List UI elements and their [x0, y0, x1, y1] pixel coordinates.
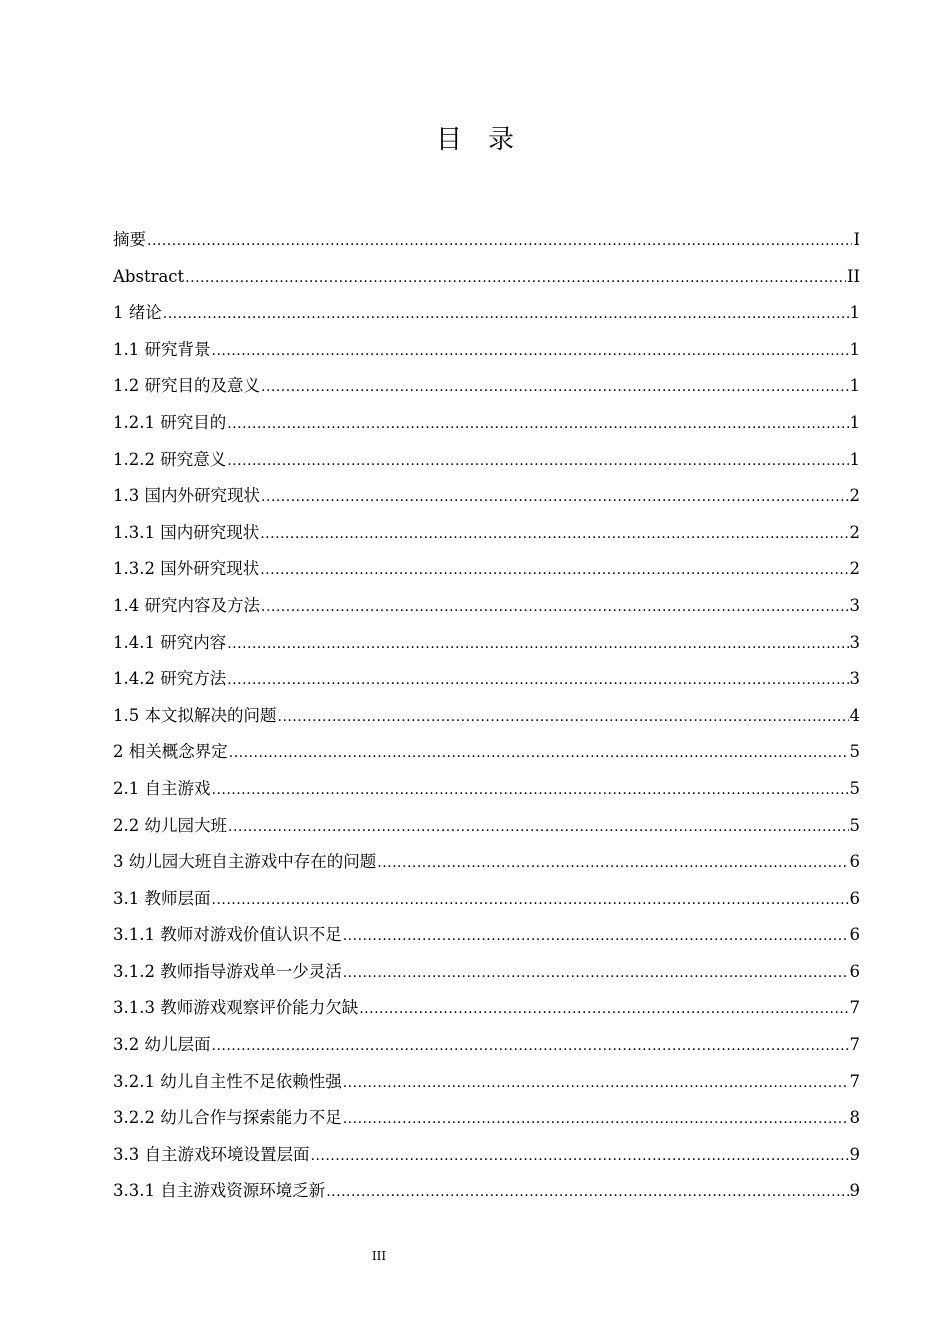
- dot-leader: [163, 296, 849, 332]
- dot-leader: [311, 1138, 849, 1174]
- toc-entry-page: 1: [849, 376, 860, 396]
- toc-entry-page: 6: [849, 925, 860, 945]
- dot-leader: [227, 662, 848, 698]
- dot-leader: [343, 955, 849, 991]
- dot-leader: [147, 223, 852, 259]
- toc-entry-label: 3.1.1 教师对游戏价值认识不足: [113, 925, 342, 945]
- toc-entry[interactable]: [113, 1137, 860, 1174]
- toc-entry-page: 7: [849, 1071, 860, 1091]
- toc-entry[interactable]: [113, 259, 860, 296]
- dot-leader: [343, 1065, 849, 1101]
- toc-entry-page: 3: [849, 669, 860, 689]
- toc-entry-label: 1.4 研究内容及方法: [113, 595, 260, 615]
- toc-entry[interactable]: [113, 368, 860, 405]
- toc-entry-label: 3.2.2 幼儿合作与探索能力不足: [113, 1108, 342, 1128]
- dot-leader: [377, 845, 848, 881]
- toc-entry[interactable]: [113, 698, 860, 735]
- toc-entry-page: 1: [849, 303, 860, 323]
- toc-entry-page: 5: [849, 815, 860, 835]
- toc-entry-label: 1 绪论: [113, 303, 162, 323]
- dot-leader: [212, 1028, 849, 1064]
- toc-entry-label: 1.4.1 研究内容: [113, 632, 227, 652]
- toc-entry-page: 5: [849, 778, 860, 798]
- toc-entry-page: 2: [849, 486, 860, 506]
- toc-entry-label: 1.5 本文拟解决的问题: [113, 705, 277, 725]
- dot-leader: [261, 589, 849, 625]
- toc-entry-label: 3.1.3 教师游戏观察评价能力欠缺: [113, 998, 359, 1018]
- toc-entry-page: 6: [849, 961, 860, 981]
- toc-entry-label: 2.2 幼儿园大班: [113, 815, 227, 835]
- toc-entry-page: 4: [849, 705, 860, 725]
- toc-entry[interactable]: [113, 1064, 860, 1101]
- dot-leader: [261, 369, 849, 405]
- toc-entry-label: 1.2 研究目的及意义: [113, 376, 260, 396]
- toc-entry-label: 3.3 自主游戏环境设置层面: [113, 1144, 310, 1164]
- dot-leader: [260, 552, 848, 588]
- toc-entry-label: 3.1.2 教师指导游戏单一少灵活: [113, 961, 342, 981]
- toc-entry-label: 2 相关概念界定: [113, 742, 228, 762]
- dot-leader: [359, 991, 848, 1027]
- toc-entry-label: 1.3.1 国内研究现状: [113, 522, 260, 542]
- dot-leader: [260, 516, 848, 552]
- dot-leader: [227, 443, 848, 479]
- toc-entry[interactable]: [113, 771, 860, 808]
- toc-entry-label: 3.1 教师层面: [113, 888, 211, 908]
- toc-entry[interactable]: [113, 478, 860, 515]
- toc-entry[interactable]: [113, 954, 860, 991]
- toc-entry-label: 1.4.2 研究方法: [113, 669, 227, 689]
- dot-leader: [326, 1174, 848, 1210]
- toc-entry-label: 3 幼儿园大班自主游戏中存在的问题: [113, 852, 377, 872]
- toc-entry[interactable]: [113, 588, 860, 625]
- dot-leader: [229, 735, 849, 771]
- toc-entry-page: 9: [849, 1181, 860, 1201]
- toc-entry-page: 9: [849, 1144, 860, 1164]
- dot-leader: [227, 626, 848, 662]
- toc-entry-page: II: [846, 266, 860, 286]
- toc-entry[interactable]: [113, 844, 860, 881]
- toc-entry-page: 3: [849, 632, 860, 652]
- toc-entry[interactable]: [113, 625, 860, 662]
- toc-entry-page: 8: [849, 1108, 860, 1128]
- toc-entry[interactable]: [113, 1100, 860, 1137]
- toc-entry[interactable]: [113, 295, 860, 332]
- toc-entry[interactable]: [113, 734, 860, 771]
- toc-entry-label: Abstract: [113, 266, 185, 286]
- toc-entry-page: 2: [849, 559, 860, 579]
- toc-entry-label: 1.2.1 研究目的: [113, 412, 227, 432]
- toc-entry[interactable]: [113, 1173, 860, 1210]
- toc-entry[interactable]: [113, 405, 860, 442]
- toc-entry-page: 7: [849, 998, 860, 1018]
- toc-entry-page: 1: [849, 339, 860, 359]
- toc-entry-page: 1: [849, 412, 860, 432]
- toc-title: 目 录: [435, 125, 514, 155]
- toc-entry-page: 6: [849, 888, 860, 908]
- toc-entry-page: 2: [849, 522, 860, 542]
- dot-leader: [343, 1101, 849, 1137]
- toc-entry-page: 6: [849, 852, 860, 872]
- toc-entry[interactable]: [113, 551, 860, 588]
- dot-leader: [212, 882, 849, 918]
- toc-entry[interactable]: [113, 222, 860, 259]
- dot-leader: [212, 333, 849, 369]
- toc-entry[interactable]: [113, 990, 860, 1027]
- toc-entry-label: 2.1 自主游戏: [113, 778, 211, 798]
- dot-leader: [261, 479, 849, 515]
- toc-entry[interactable]: [113, 332, 860, 369]
- toc-entry-label: 3.3.1 自主游戏资源环境乏新: [113, 1181, 326, 1201]
- dot-leader: [185, 260, 846, 296]
- toc-list: [113, 222, 860, 1210]
- toc-entry[interactable]: [113, 808, 860, 845]
- toc-entry-label: 3.2.1 幼儿自主性不足依赖性强: [113, 1071, 342, 1091]
- toc-entry-label: 摘要: [113, 230, 146, 249]
- toc-entry-page: 5: [849, 742, 860, 762]
- toc-entry-label: 1.3 国内外研究现状: [113, 486, 260, 506]
- toc-entry-label: 1.3.2 国外研究现状: [113, 559, 260, 579]
- toc-entry-label: 1.2.2 研究意义: [113, 449, 227, 469]
- toc-entry[interactable]: [113, 881, 860, 918]
- toc-entry-page: I: [853, 230, 860, 249]
- dot-leader: [228, 809, 849, 845]
- toc-entry[interactable]: [113, 917, 860, 954]
- toc-entry[interactable]: [113, 661, 860, 698]
- toc-entry-page: 3: [849, 595, 860, 615]
- dot-leader: [343, 918, 849, 954]
- toc-entry[interactable]: [113, 515, 860, 552]
- dot-leader: [278, 699, 849, 735]
- dot-leader: [227, 406, 848, 442]
- toc-entry[interactable]: [113, 442, 860, 479]
- toc-entry-label: 1.1 研究背景: [113, 339, 211, 359]
- toc-entry[interactable]: [113, 1027, 860, 1064]
- toc-entry-page: 1: [849, 449, 860, 469]
- dot-leader: [212, 772, 849, 808]
- toc-entry-label: 3.2 幼儿层面: [113, 1035, 211, 1055]
- toc-entry-page: 7: [849, 1035, 860, 1055]
- page-number-footer: III: [371, 1249, 387, 1263]
